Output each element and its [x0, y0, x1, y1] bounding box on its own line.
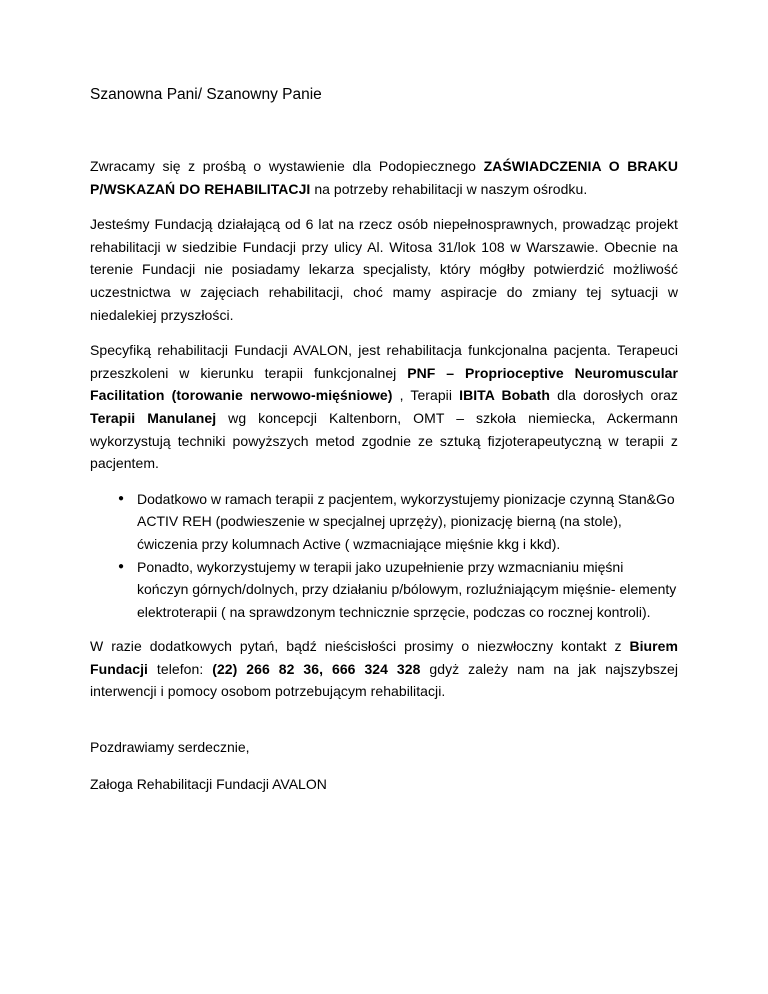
bullet-icon: ● — [118, 492, 125, 504]
request-text: Zwracamy się z prośbą o wystawienie dla Podopiecznego — [90, 158, 484, 174]
bullet-icon: ● — [118, 560, 125, 572]
request-paragraph — [90, 155, 678, 200]
manual-therapy-term: Terapii Manulanej — [90, 409, 217, 426]
therapy-list — [90, 488, 678, 624]
request-text-end: na potrzeby rehabilitacji w naszym ośrodku. — [310, 180, 588, 197]
pnf-term: PNF – Proprioceptive Neuromuscular Facilitation (torowanie nerwowo-mięśniowe) — [90, 364, 678, 404]
contact-paragraph — [90, 635, 678, 703]
list-item — [90, 488, 678, 556]
specifics-text: Specyfiką rehabilitacji Fundacji AVALON, jest rehabilitacja funkcjonalna pacjenta. Terapeuci przeszkoleni w kierunku terapii funkcjonalnej — [90, 342, 678, 381]
foundation-paragraph: Jesteśmy Fundacją działającą od 6 lat na rzecz osób niepełnosprawnych, prowadząc projekt rehabilitacji w siedzibie Fundacji przy ulicy Al. Witosa 31/lok 108 w Warszawie. Obecnie na terenie Fundacji nie posiadamy lekarza specjalisty, który mógłby potwierdzić możliwość uczestnictwa w zajęciach rehabilitacji, choć mamy aspiracje do zmiany tej sytuacji w niedalekiej przyszłości. — [90, 216, 678, 323]
phone-numbers: (22) 266 82 36, 666 324 328 — [212, 660, 421, 677]
signature: Załoga Rehabilitacji Fundacji AVALON — [90, 776, 327, 792]
specifics-text-3: dla dorosłych oraz — [550, 387, 678, 404]
certificate-title: ZAŚWIADCZENIA O BRAKU P/WSKAZAŃ DO REHABILITACJI — [90, 158, 679, 197]
specifics-text-2: , Terapii — [392, 387, 460, 404]
contact-text-2: telefon: — [147, 660, 213, 677]
list-item-text: Ponadto, wykorzystujemy w terapii jako uzupełnienie przy wzmacnianiu mięśni kończyn górnych/dolnych, przy działaniu p/bólowym, rozluźniającym mięśnie- elementy elektroterapii ( na sprawdzonym technicznie sprzęcie, podczas co rocznej kontroli). — [137, 558, 677, 620]
salutation: Szanowna Pani/ Szanowny Panie — [90, 86, 322, 103]
specifics-text-4: wg koncepcji Kaltenborn, OMT – szkoła niemiecka, Ackermann wykorzystują techniki powyższych metod zgodnie ze sztuką fizjoterapeutyczną w terapii z pacjentem. — [90, 409, 678, 472]
ibita-term: IBITA Bobath — [459, 387, 550, 404]
specifics-paragraph — [90, 339, 678, 475]
list-item-text: Dodatkowo w ramach terapii z pacjentem, wykorzystujemy pionizacje czynną Stan&Go ACTIV REH (podwieszenie w specjalnej uprzęży), pionizację bierną (na stole), ćwiczenia przy kolumnach Active ( wzmacniające mięśnie kkg i kkd). — [137, 490, 675, 552]
contact-text: W razie dodatkowych pytań, bądź nieścisłości prosimy o niezwłoczny kontakt z — [90, 638, 630, 655]
office-name: Biurem Fundacji — [90, 638, 678, 677]
contact-text-3: gdyż zależy nam na jak najszybszej interwencji i pomocy osobom potrzebującym rehabilitacji. — [90, 660, 678, 700]
closing: Pozdrawiamy serdecznie, — [90, 739, 250, 755]
list-item — [90, 556, 678, 624]
letter-body — [90, 155, 678, 716]
